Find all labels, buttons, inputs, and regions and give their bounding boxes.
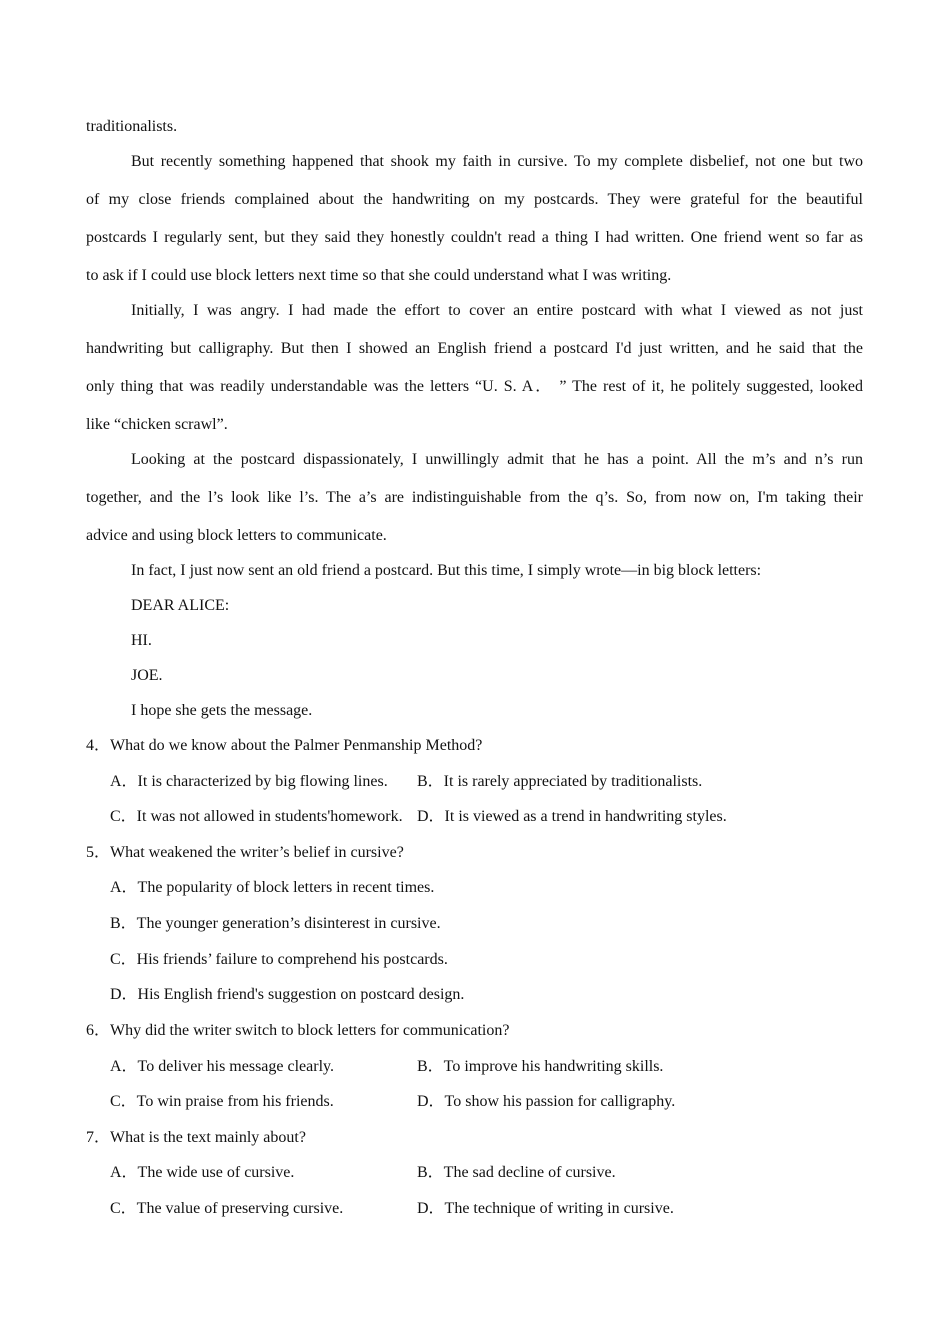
- option-a: A．The popularity of block letters in recent times.: [110, 879, 435, 896]
- option-c: C．To win praise from his friends.: [110, 1093, 334, 1110]
- option-a: A．To deliver his message clearly.: [110, 1058, 334, 1075]
- question-stem: 6．Why did the writer switch to block letters for communication?: [86, 1022, 510, 1039]
- passage-line: JOE.: [131, 667, 163, 684]
- passage-line: traditionalists.: [86, 118, 178, 135]
- passage-line: to ask if I could use block letters next time so that she could understand what I was writing.: [86, 267, 672, 284]
- option-a: A．The wide use of cursive.: [110, 1164, 295, 1181]
- option-c: C．His friends’ failure to comprehend his postcards.: [110, 951, 448, 968]
- question-stem: 5．What weakened the writer’s belief in cursive?: [86, 844, 404, 861]
- passage-line: advice and using block letters to communicate.: [86, 527, 387, 544]
- passage-line: like “chicken scrawl”.: [86, 416, 228, 433]
- passage-line: postcards I regularly sent, but they said they honestly couldn't read a thing I had written. One friend went so far as: [86, 229, 863, 246]
- question-stem: 4．What do we know about the Palmer Penmanship Method?: [86, 737, 483, 754]
- option-b: B．The sad decline of cursive.: [417, 1164, 616, 1181]
- passage-line: Initially, I was angry. I had made the effort to cover an entire postcard with what I viewed as not just: [131, 302, 863, 319]
- option-b: B．It is rarely appreciated by traditionalists.: [417, 773, 703, 790]
- passage-line: But recently something happened that shook my faith in cursive. To my complete disbelief, not one but two: [131, 153, 863, 170]
- option-b: B．The younger generation’s disinterest in cursive.: [110, 915, 441, 932]
- option-b: B．To improve his handwriting skills.: [417, 1058, 664, 1075]
- question-stem: 7．What is the text mainly about?: [86, 1129, 306, 1146]
- passage-line: In fact, I just now sent an old friend a postcard. But this time, I simply wrote—in big block letters:: [131, 562, 762, 579]
- option-d: D．To show his passion for calligraphy.: [417, 1093, 676, 1110]
- passage-line: Looking at the postcard dispassionately, I unwillingly admit that he has a point. All the m’s and n’s run: [131, 451, 863, 468]
- option-c: C．It was not allowed in students'homework.: [110, 808, 403, 825]
- passage-line: together, and the l’s look like l’s. The a’s are indistinguishable from the q’s. So, from now on, I'm taking their: [86, 489, 863, 506]
- option-a: A．It is characterized by big flowing lines.: [110, 773, 388, 790]
- option-d: D．His English friend's suggestion on postcard design.: [110, 986, 465, 1003]
- passage-line: of my close friends complained about the handwriting on my postcards. They were grateful for the beautiful: [86, 191, 863, 208]
- passage-line: handwriting but calligraphy. But then I showed an English friend a postcard I'd just written, and he said that the: [86, 340, 863, 357]
- passage-line: HI.: [131, 632, 152, 649]
- passage-line: DEAR ALICE:: [131, 597, 230, 614]
- option-c: C．The value of preserving cursive.: [110, 1200, 344, 1217]
- passage-line: only thing that was readily understandable was the letters “U. S. A． ” The rest of it, he politely suggested, looked: [86, 378, 863, 395]
- passage-line: I hope she gets the message.: [131, 702, 313, 719]
- option-d: D．It is viewed as a trend in handwriting styles.: [417, 808, 727, 825]
- option-d: D．The technique of writing in cursive.: [417, 1200, 674, 1217]
